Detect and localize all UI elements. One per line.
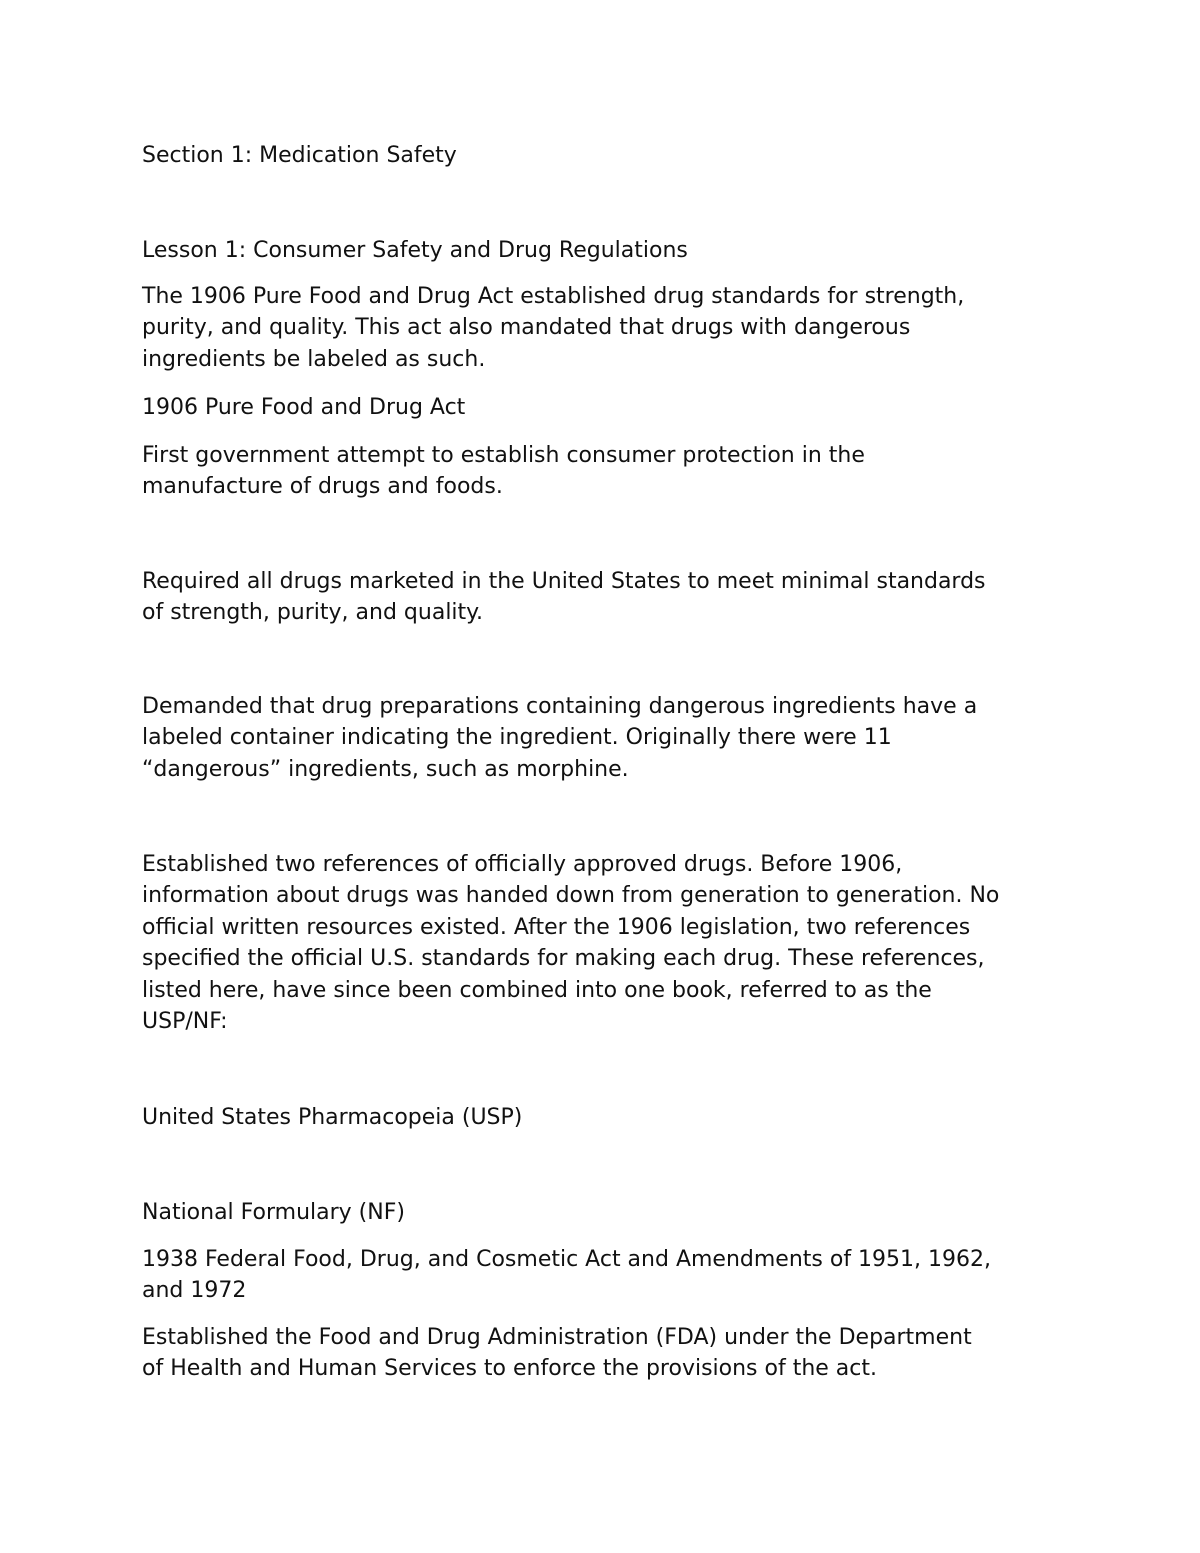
- act-1906-point-1: First government attempt to establish consumer protection in the manufacture of drugs and foods.: [142, 443, 865, 500]
- intro-paragraph: The 1906 Pure Food and Drug Act established drug standards for strength, purity, and quality. This act also mandated that drugs with dangerous ingredients be labeled as such.: [142, 284, 965, 372]
- act-1938-heading: 1938 Federal Food, Drug, and Cosmetic Act and Amendments of 1951, 1962, and 1972: [142, 1247, 992, 1304]
- lesson-title: Lesson 1: Consumer Safety and Drug Regulations: [142, 238, 688, 263]
- act-1906-point-2: Required all drugs marketed in the United States to meet minimal standards of strength, purity, and quality.: [142, 569, 986, 626]
- act-1906-point-4: Established two references of officially approved drugs. Before 1906, information about drugs was handed down from generation to generation. No official written resources existed. After the 1906 legislation, two references specified the official U.S. standards for making each drug. These references, listed here, have since been combined into one book, referred to as the USP/NF:: [142, 852, 1000, 1035]
- section-title: Section 1: Medication Safety: [142, 143, 457, 168]
- act-1938-point-1: Established the Food and Drug Administration (FDA) under the Department of Health and Human Services to enforce the provisions of the act.: [142, 1325, 972, 1382]
- reference-usp: United States Pharmacopeia (USP): [142, 1105, 523, 1130]
- act-1906-point-3: Demanded that drug preparations containing dangerous ingredients have a labeled container indicating the ingredient. Originally there were 11 “dangerous” ingredients, such as morphine.: [142, 694, 978, 782]
- act-1906-heading: 1906 Pure Food and Drug Act: [142, 395, 466, 420]
- reference-nf: National Formulary (NF): [142, 1200, 405, 1225]
